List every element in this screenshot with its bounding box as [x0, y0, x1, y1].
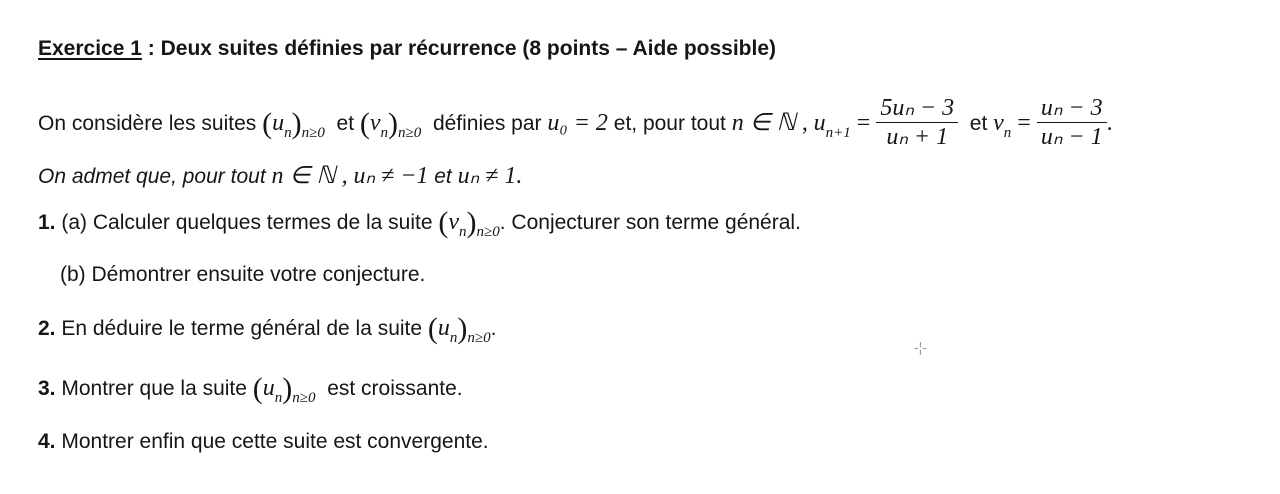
intro-line: On considère les suites $(u_n)_{n\ge 0}$ et $(v_n)_{n\ge 0}$ définies par u₀ = 2 et, pour tout n ∈ ℕ , $u_{n+1}$ = $\frac{\text{5uₙ − 3}}{\text{uₙ + 1}}$ et $v_n$ = $\frac{\text{uₙ − 3}}{\text{uₙ − 1}}$ .	[38, 95, 1113, 150]
u-recurrence-fraction: $\frac{\text{5uₙ − 3}}{\text{uₙ + 1}}$	[876, 94, 958, 151]
v-definition-fraction: $\frac{\text{uₙ − 3}}{\text{uₙ − 1}}$	[1037, 94, 1107, 151]
question-2: 2. En déduire le terme général de la suite $(u_n)_{n\ge 0}$.	[38, 312, 497, 346]
question-1b: (b) Démontrer ensuite votre conjecture.	[60, 263, 426, 286]
u0-definition: u₀ = 2	[547, 110, 608, 137]
admit-line: On admet que, pour tout n ∈ ℕ , uₙ ≠ −1 et uₙ ≠ 1.	[38, 163, 523, 189]
seq-v: v	[369, 110, 381, 137]
question-3: 3. Montrer que la suite $(u_n)_{n\ge 0}$ est croissante.	[38, 372, 463, 406]
intro-text: On considère les suites	[38, 112, 257, 136]
exercise-title	[38, 34, 776, 64]
question-4: 4. Montrer enfin que cette suite est convergente.	[38, 430, 489, 453]
exercise-label: Exercice 1	[38, 37, 142, 60]
exercise-title-text: : Deux suites définies par récurrence (8 points – Aide possible)	[141, 37, 777, 60]
mouse-cursor-icon: -¦-	[914, 339, 927, 355]
question-1a: 1. (a) Calculer quelques termes de la suite $(v_n)_{n\ge 0}$. Conjecturer son terme général.	[38, 206, 801, 240]
seq-u: u	[272, 110, 285, 137]
